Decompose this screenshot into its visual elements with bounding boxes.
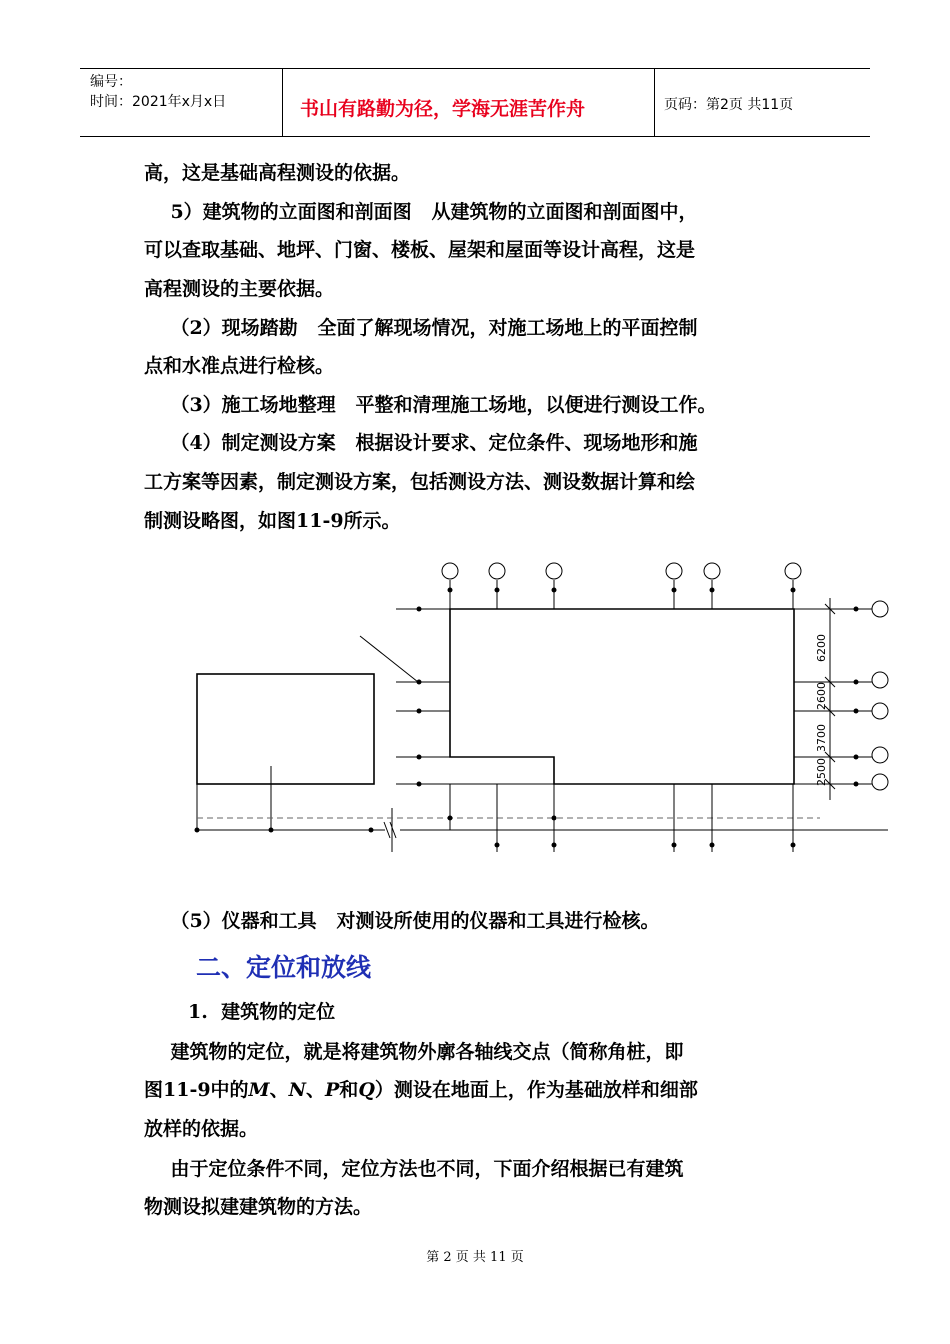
body-line-2: 5）建筑物的立面图和剖面图 从建筑物的立面图和剖面图中，: [144, 201, 698, 223]
figure-11-9: [180, 556, 900, 866]
header-meta: [90, 72, 226, 112]
body-line-instruments: （5）仪器和工具 对测设所使用的仪器和工具进行检核。: [144, 910, 660, 932]
planned-building: [450, 609, 794, 784]
body-line-7: （3）施工场地整理 平整和清理施工场地，以便进行测设工作。: [144, 394, 717, 416]
positioning-line-2-post: ）测设在地面上，作为基础放样和细部: [374, 1079, 698, 1101]
corner-q: Q: [358, 1079, 375, 1101]
header-page-info: 页码：第2页 共11页: [664, 97, 794, 113]
body-line-6: 点和水准点进行检核。: [144, 355, 335, 377]
body-line-10: 制测设略图，如图11-9所示。: [144, 510, 401, 532]
positioning-line-3: 放样的依据。: [144, 1118, 259, 1140]
method-line-1: 由于定位条件不同，定位方法也不同，下面介绍根据已有建筑: [144, 1158, 684, 1180]
corner-n: N: [288, 1079, 306, 1101]
header-bottom-rule: [80, 136, 870, 137]
and-word: 和: [339, 1079, 359, 1101]
body-line-3: 可以查取基础、地坪、门窗、楼板、屋架和屋面等设计高程，这是: [144, 239, 696, 261]
body-line-4: 高程测设的主要依据。: [144, 278, 335, 300]
body-line-5: （2）现场踏勘 全面了解现场情况，对施工场地上的平面控制: [144, 317, 698, 339]
section-heading: 二、定位和放线: [196, 953, 372, 982]
dim-label-6200: 6200: [815, 634, 828, 662]
positioning-line-1: 建筑物的定位，就是将建筑物外廓各轴线交点（简称角桩，即: [144, 1041, 684, 1063]
page-footer: 第 2 页 共 11 页: [426, 1250, 524, 1265]
dim-label-2500: 2500: [815, 758, 828, 786]
dim-label-3700: 3700: [815, 724, 828, 752]
corner-p: P: [325, 1079, 340, 1101]
positioning-line-2: [144, 1071, 824, 1110]
sep-1: 、: [269, 1079, 289, 1101]
header-motto: 书山有路勤为径，学海无涯苦作舟: [300, 98, 586, 120]
method-line-2: 物测设拟建建筑物的方法。: [144, 1196, 373, 1218]
header-time-label: 时间：2021年x月x日: [90, 94, 227, 110]
header-number-label: 编号：: [90, 74, 132, 90]
subheading: 1. 建筑物的定位: [188, 1001, 336, 1023]
existing-building: [197, 674, 374, 784]
body-line-8: （4）制定测设方案 根据设计要求、定位条件、现场地形和施: [144, 432, 698, 454]
sep-2: 、: [305, 1079, 325, 1101]
dim-label-2600: 2600: [815, 682, 828, 710]
body-line-9: 工方案等因素，制定测设方案，包括测设方法、测设数据计算和绘: [144, 471, 696, 493]
corner-m: M: [248, 1079, 270, 1101]
positioning-line-2-pre: 图11-9中的: [144, 1079, 249, 1101]
header-top-rule: [80, 68, 870, 69]
body-line-1: 高，这是基础高程测设的依据。: [144, 162, 411, 184]
header-divider-2: [654, 68, 655, 136]
header-divider-1: [282, 68, 283, 136]
